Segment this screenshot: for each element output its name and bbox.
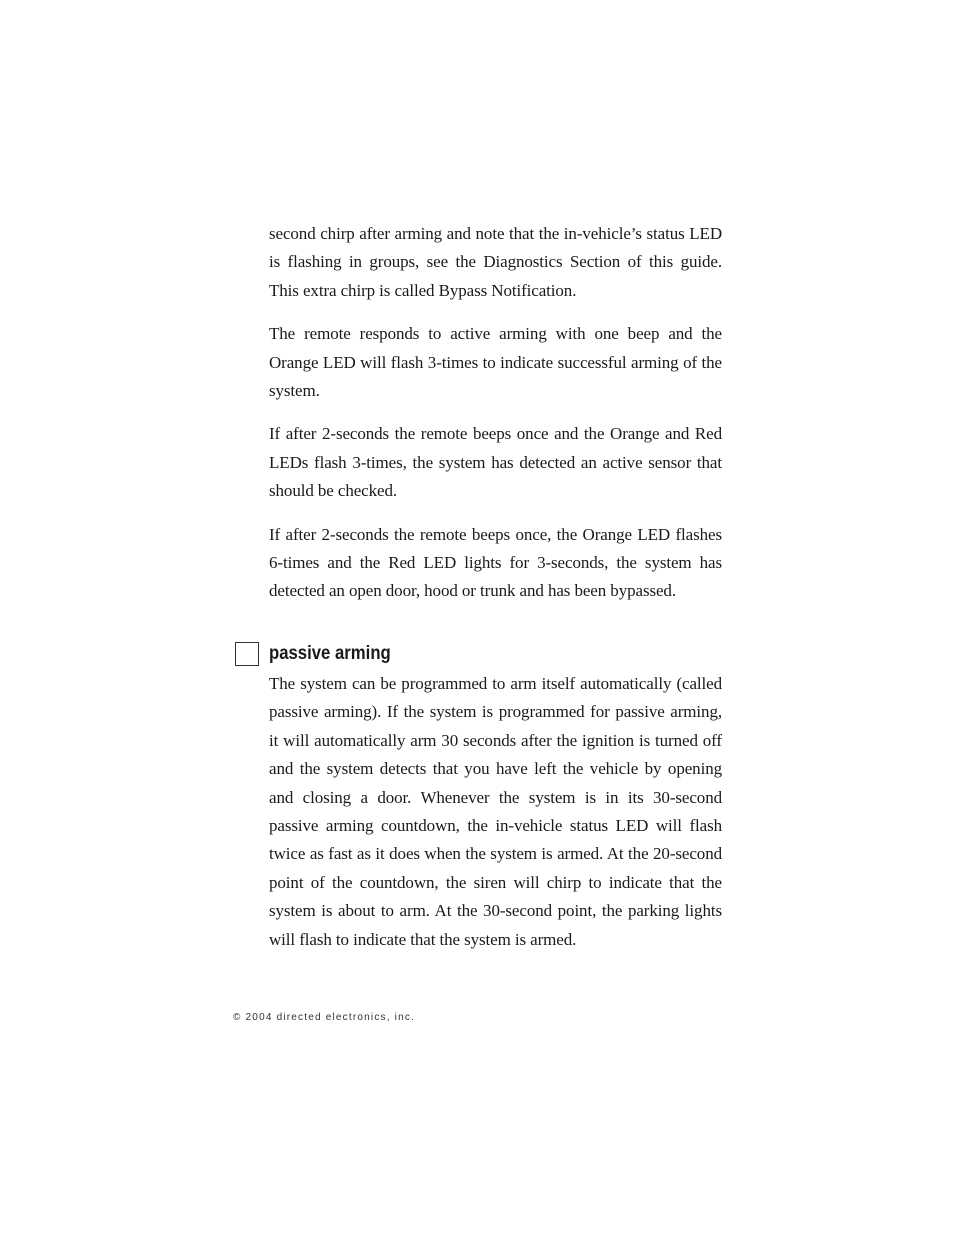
paragraph-active-arming: The remote responds to active arming with one beep and the Orange LED will flash 3-times to indicate successful arming of the system. [269,324,722,401]
passive-arming-section [269,640,722,954]
copyright-footer: © 2004 directed electronics, inc. [233,1012,416,1023]
paragraph-active-sensor: If after 2-seconds the remote beeps once and the Orange and Red LEDs flash 3-times, the system has detected an active sensor that should be checked. [269,424,722,501]
section-title: passive arming [269,643,391,664]
empty-checkbox-icon [235,642,259,666]
paragraph-open-door: If after 2-seconds the remote beeps once, the Orange LED flashes 6-times and the Red LED lights for 3-seconds, the system has detected an open door, hood or trunk and has been bypassed. [269,524,722,601]
passive-arming-paragraph: The system can be programmed to arm itself automatically (called passive arming). If the system is programmed for passive arming, it will automatically arm 30 seconds after the ignition is turned off and the system detects that you have left the vehicle by opening and closing a door. Whenever the system is in its 30-second passive arming countdown, the in-vehicle status LED will flash twice as fast as it does when the system is armed. At the 20-second point of the countdown, the siren will chirp to indicate that the system is about to arm. At the 30-second point, the parking lights will flash to indicate that the system is armed. [269,674,722,949]
paragraph-bypass-notification: second chirp after arming and note that the in-vehicle’s status LED is flashing in groups, see the Diagnostics Section of this guide. This extra chirp is called Bypass Notification. [269,224,722,300]
main-text-block [269,220,722,621]
